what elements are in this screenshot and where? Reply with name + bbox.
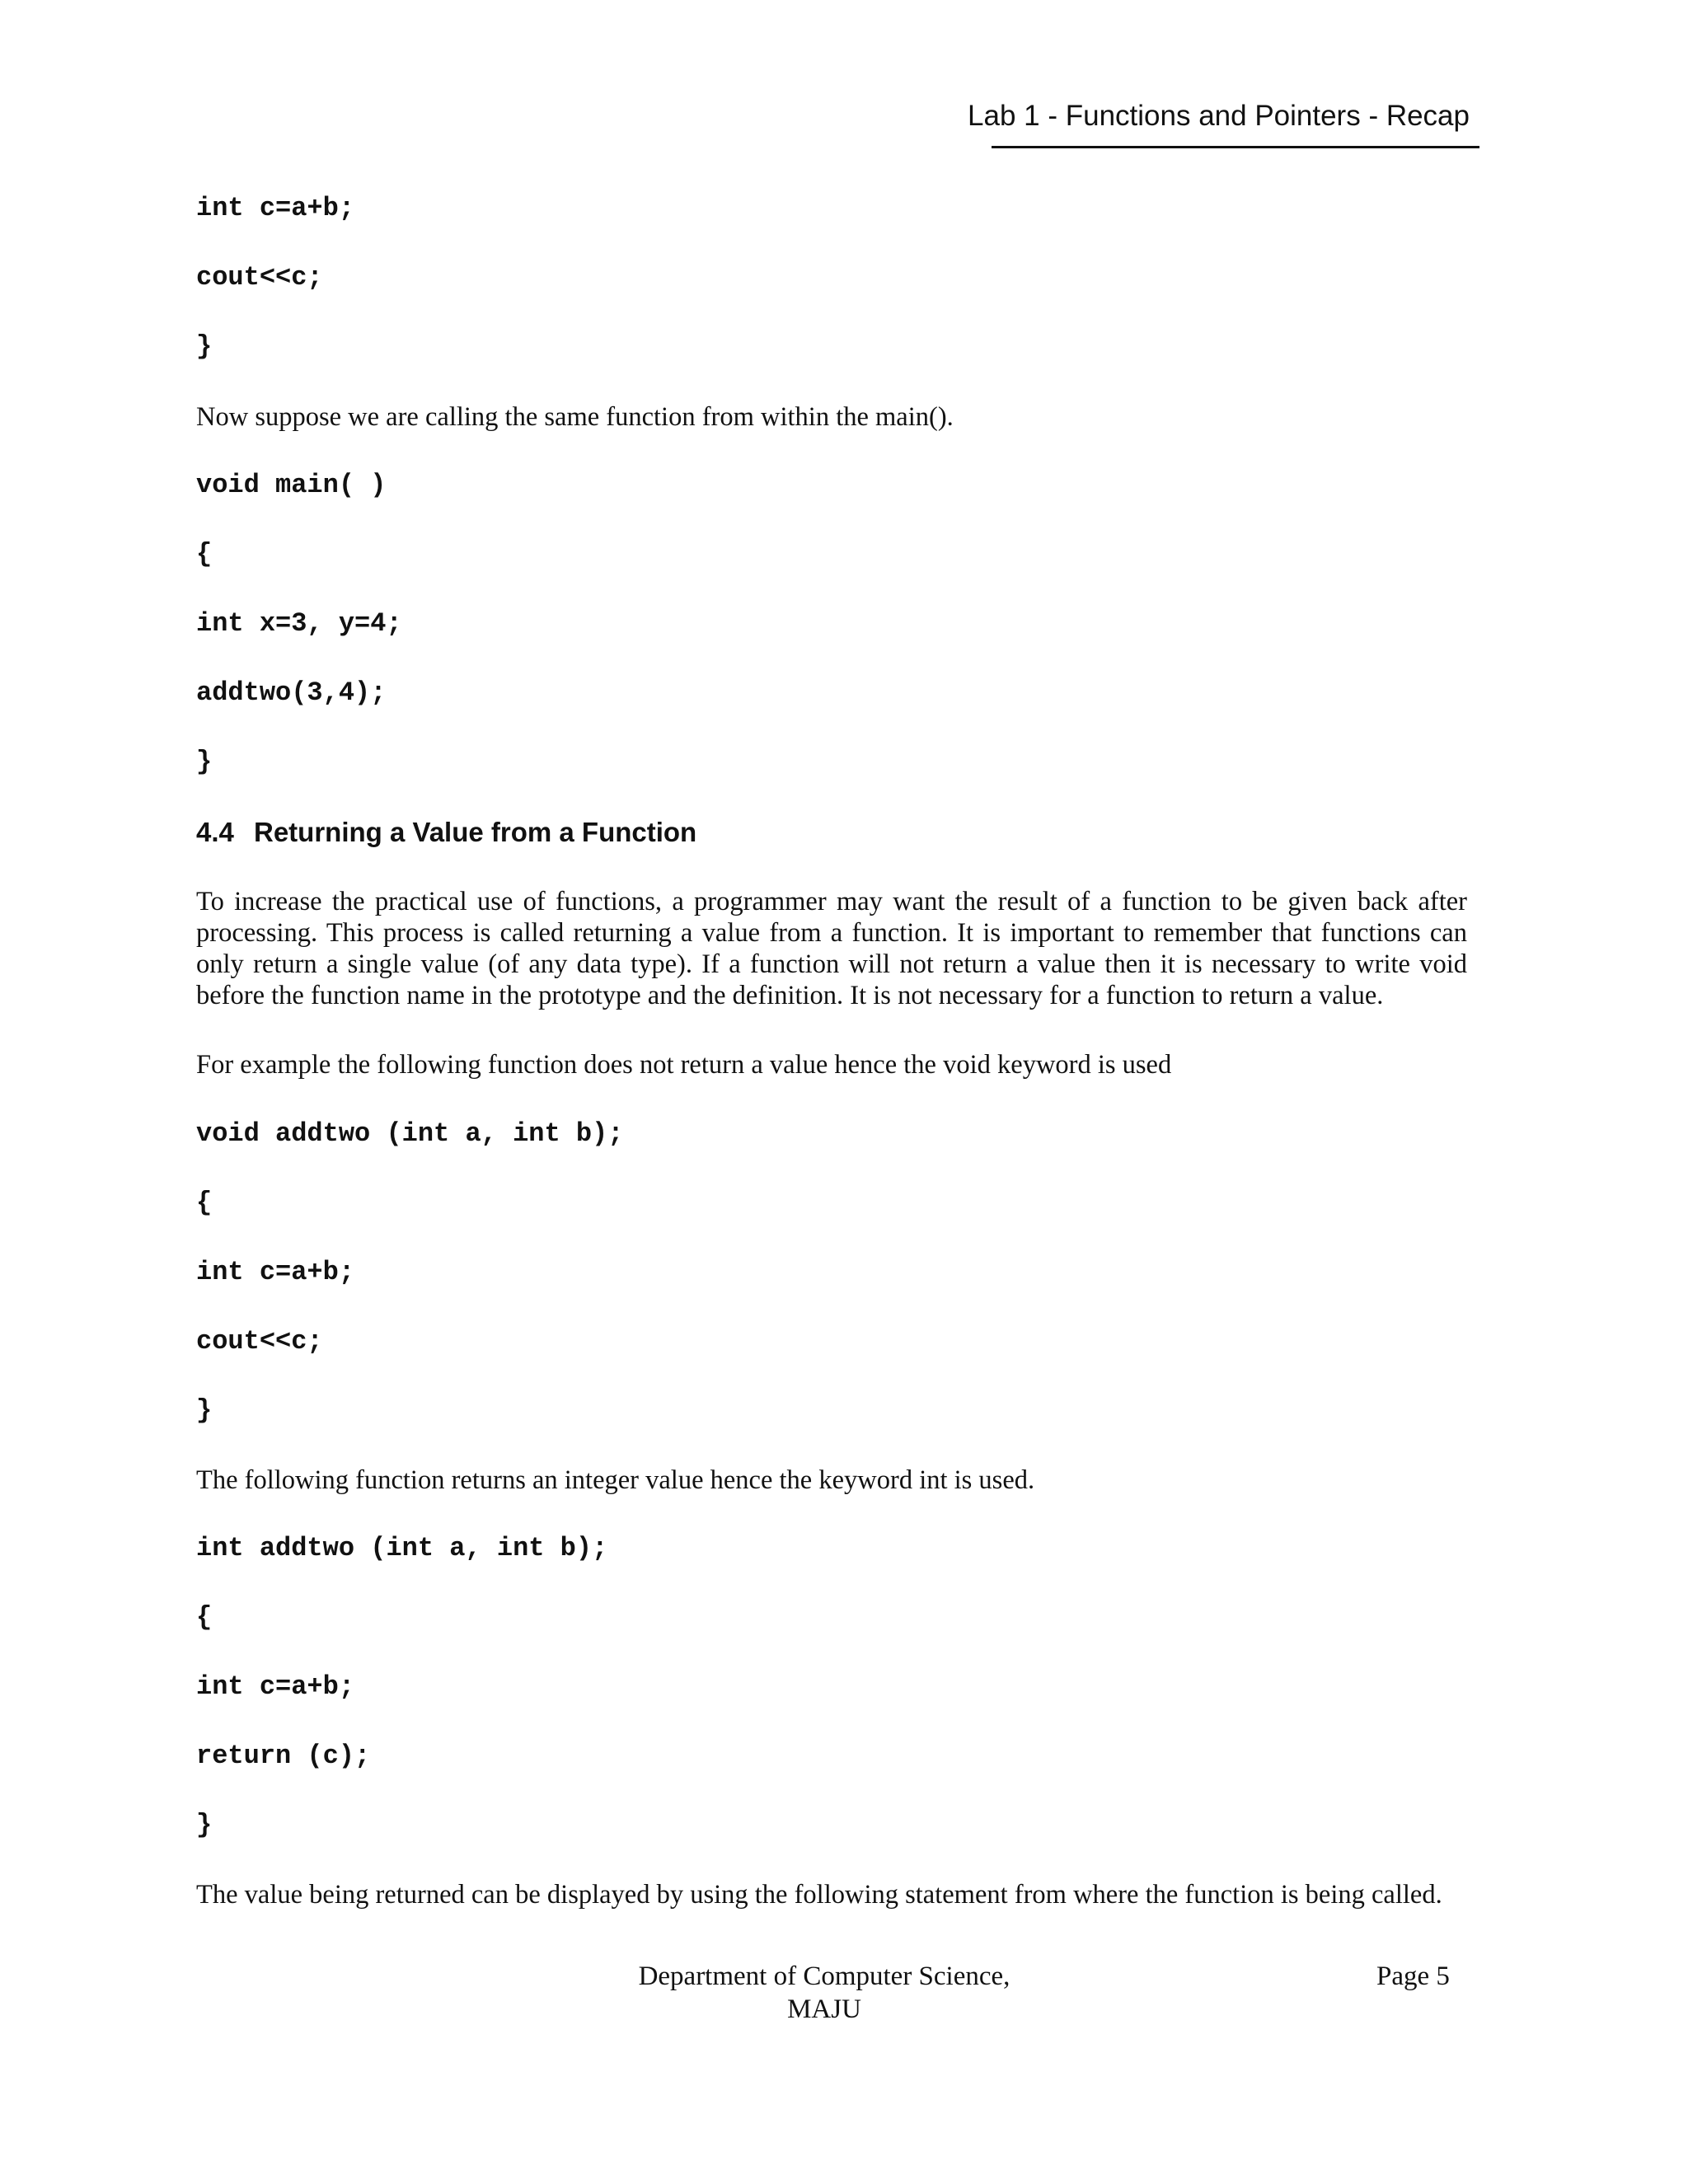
code-line: }: [196, 1810, 213, 1840]
code-line: {: [196, 1602, 213, 1633]
section-heading: [196, 816, 696, 849]
code-line: return (c);: [196, 1741, 371, 1771]
code-line: }: [196, 1395, 213, 1426]
paragraph-void-example: For example the following function does not return a value hence the void keyword is used: [196, 1050, 1172, 1080]
code-line: cout<<c;: [196, 1326, 323, 1357]
paragraph-display-value: The value being returned can be displayed by using the following statement from where the function is being called.: [196, 1880, 1442, 1910]
code-line: void main( ): [196, 470, 387, 500]
code-line: }: [196, 747, 213, 777]
paragraph-int-example: The following function returns an integer value hence the keyword int is used.: [196, 1465, 1035, 1495]
paragraph-intro: To increase the practical use of functions, a programmer may want the result of a function to be given back after processing. This process is called returning a value from a function. It is important to remember that functions can only return a single value (of any data type). If a function will not return a value then it is necessary to write void before the function name in the prototype and the definition. It is not necessary for a function to return a value.: [196, 887, 1467, 1010]
code-line: int addtwo (int a, int b);: [196, 1533, 608, 1563]
code-line: cout<<c;: [196, 262, 323, 293]
footer-page-number: Page 5: [1376, 1961, 1450, 1991]
code-line: int c=a+b;: [196, 193, 355, 223]
code-line: }: [196, 331, 213, 362]
section-title: Returning a Value from a Function: [254, 817, 697, 847]
paragraph-call-main: Now suppose we are calling the same function from within the main().: [196, 402, 954, 432]
footer-department: [577, 1960, 1071, 2026]
code-line: addtwo(3,4);: [196, 677, 387, 708]
code-line: void addtwo (int a, int b);: [196, 1118, 624, 1149]
code-line: int c=a+b;: [196, 1671, 355, 1702]
code-line: {: [196, 539, 213, 569]
section-number: 4.4: [196, 817, 234, 847]
code-line: {: [196, 1188, 213, 1218]
footer-department-line2: MAJU: [787, 1994, 861, 2024]
header-title: Lab 1 - Functions and Pointers - Recap: [968, 100, 1470, 132]
code-line: int c=a+b;: [196, 1257, 355, 1287]
page-header: [968, 95, 1479, 148]
code-line: int x=3, y=4;: [196, 608, 402, 639]
footer-department-line1: Department of Computer Science,: [638, 1961, 1010, 1991]
